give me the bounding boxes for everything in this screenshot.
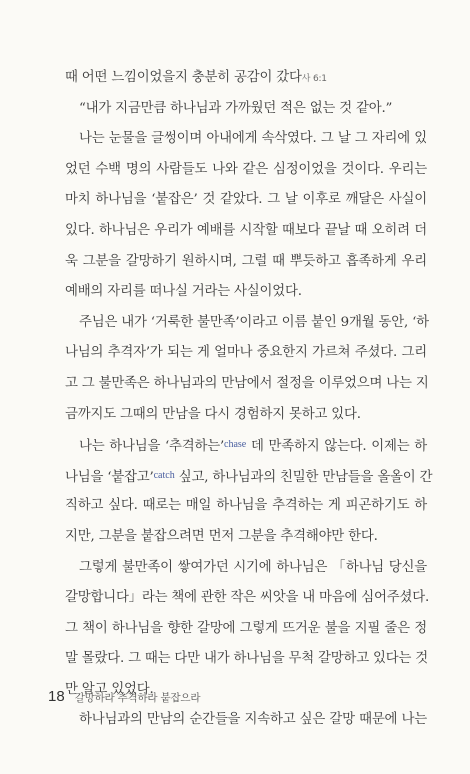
- line-text: 때 어떤 느낌이었을지 충분히 공감이 갔다: [65, 70, 302, 85]
- text-line: 갈망합니다」라는 책에 관한 작은 씨앗을 내 마음에 심어주셨다.: [65, 590, 430, 606]
- page-footer: [48, 688, 200, 708]
- text-line: 직하고 싶다. 때로는 매일 하나님을 추격하는 게 피곤하기도 하: [65, 498, 427, 514]
- text-line: [65, 461, 433, 492]
- line-text: 데 만족하지 않는다. 이제는 하: [246, 439, 427, 455]
- scripture-reference: 사 6:1: [301, 74, 327, 84]
- line-text: 나는 하나님을 ‘추격하는’: [79, 439, 225, 455]
- text-line: 만 알고 있었다.: [65, 681, 154, 697]
- text-line: 나님의 추격자’가 되는 게 얼마나 중요한지 가르쳐 주셨다. 그리: [65, 345, 427, 361]
- english-gloss: catch: [153, 469, 175, 481]
- line-text: 싶고, 하나님과의 친밀한 만남들을 올올이 간: [174, 469, 433, 485]
- text-line: 고 그 불만족은 하나님과의 만남에서 절정을 이루었으며 나는 지: [65, 375, 429, 391]
- text-line: 예배의 자리를 떠나실 거라는 사실이었다.: [65, 284, 302, 300]
- text-line: [65, 430, 427, 461]
- text-line: 금까지도 그때의 만남을 다시 경험하지 못하고 있다.: [65, 406, 361, 422]
- text-line: 지만, 그분을 붙잡으려면 먼저 그분을 추격해야만 한다.: [65, 528, 378, 544]
- text-line: 그 책이 하나님을 향한 갈망에 그렇게 뜨거운 불을 지필 줄은 정: [65, 620, 427, 636]
- text-line: 주님은 내가 ‘거룩한 불만족’이라고 이름 붙인 9개월 동안, ‘하: [79, 314, 429, 330]
- text-line: 었던 수백 명의 사람들도 나와 같은 심정이었을 것이다. 우리는: [65, 161, 427, 177]
- text-line: 욱 그분을 갈망하기 원하시며, 그럴 때 뿌듯하고 흡족하게 우리: [65, 253, 427, 269]
- text-line: 하나님과의 만남의 순간들을 지속하고 싶은 갈망 때문에 나는: [79, 712, 427, 728]
- text-line: 나는 눈물을 글썽이며 아내에게 속삭였다. 그 날 그 자리에 있: [79, 131, 427, 147]
- text-line: [65, 63, 427, 94]
- text-line: “내가 지금만큼 하나님과 가까웠던 적은 없는 것 같아.”: [79, 100, 393, 116]
- text-line: 그렇게 불만족이 쌓여가던 시기에 하나님은 「하나님 당신을: [79, 559, 427, 575]
- english-gloss: chase: [224, 439, 247, 451]
- page-number: 18: [48, 688, 65, 705]
- text-line: 말 몰랐다. 그 때는 다만 내가 하나님을 무척 갈망하고 있다는 것: [65, 651, 429, 667]
- text-line: 있다. 하나님은 우리가 예배를 시작할 때보다 끝날 때 오히려 더: [65, 222, 427, 238]
- body-text: [65, 63, 433, 736]
- text-line: 마치 하나님을 ‘붙잡은’ 것 같았다. 그 날 이후로 깨달은 사실이: [65, 192, 427, 208]
- line-text: 나님을 ‘붙잡고’: [65, 469, 154, 485]
- running-title: 갈망하라 추격하라 붙잡으라: [74, 692, 201, 704]
